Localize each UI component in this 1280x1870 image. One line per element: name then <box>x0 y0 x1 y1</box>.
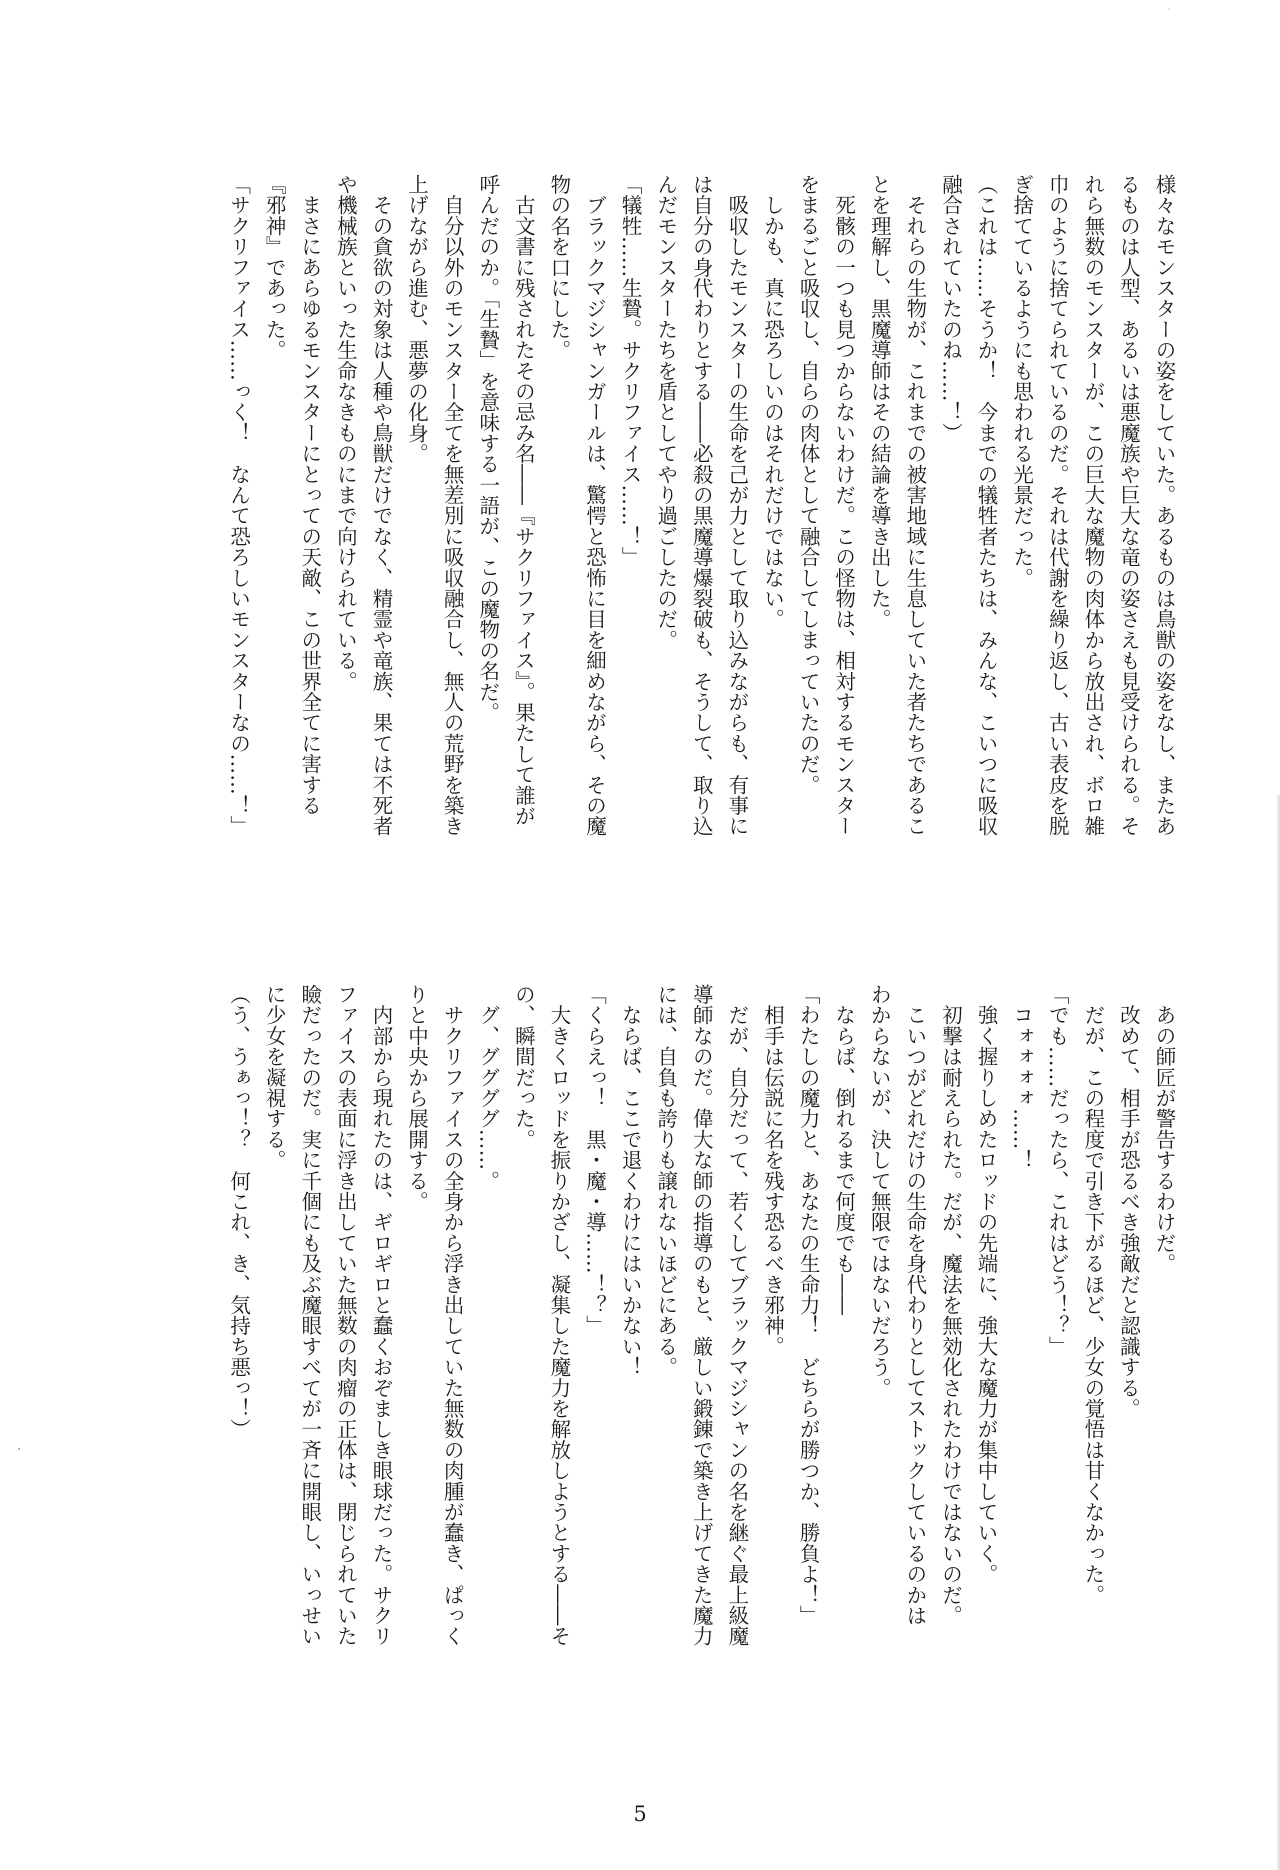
text-line: コォォォォ……！ <box>1009 984 1034 1171</box>
text-line: 吸収したモンスターの生命を己が力として取り込みながらも、有事に <box>724 174 749 837</box>
text-line: 古文書に残されたその忌み名――『サクリファイス』。果たして誰が <box>511 174 536 827</box>
text-line: 上げながら進む、悪夢の化身。 <box>404 174 429 464</box>
scan-speck <box>1168 8 1170 10</box>
text-line: グ、ググググ……。 <box>475 984 500 1191</box>
text-line: 巾のように捨てられているのだ。それは代謝を繰り返し、古い表皮を脱 <box>1045 174 1070 837</box>
text-line: だが、この程度で引き下がるほど、少女の覚悟は甘くなかった。 <box>1080 984 1105 1605</box>
text-line: るものは人型、あるいは悪魔族や巨大な竜の姿さえも見受けられる。そ <box>1116 174 1141 837</box>
text-line: 『邪神』であった。 <box>262 174 287 361</box>
text-line: 初撃は耐えられた。だが、魔法を無効化されたわけではないのだ。 <box>938 984 963 1626</box>
scan-speck <box>18 1448 20 1450</box>
text-line: 呼んだのか。「生贄」を意味する一語が、この魔物の名だ。 <box>475 174 500 723</box>
text-line: ブラックマジシャンガールは、驚愕と恐怖に目を細めながら、その魔 <box>582 174 607 837</box>
text-line: 「わたしの魔力と、あなたの生命力！ どちらが勝つか、勝負よ！」 <box>796 984 821 1626</box>
page-edge-shadow <box>1276 795 1280 1870</box>
text-block-bottom <box>78 984 1181 1704</box>
text-line: 「でも……だったら、これはどう！？」 <box>1045 984 1070 1357</box>
text-line: （これは……そうか！ 今までの犠牲者たちは、みんな、こいつに吸収 <box>974 174 999 837</box>
text-line: 瞼だったのだ。実に千個にも及ぶ魔眼すべてが一斉に開眼し、いっせい <box>297 984 322 1647</box>
text-line: 「くらえっ！ 黒・魔・導……！？」 <box>582 984 607 1336</box>
text-line: ならば、ここで退くわけにはいかない！ <box>618 984 643 1378</box>
text-line: をまるごと吸収し、自らの肉体として融合してしまっていたのだ。 <box>796 174 821 795</box>
text-line: しかも、真に恐ろしいのはそれだけではない。 <box>760 174 785 630</box>
text-line: わからないが、決して無限ではないだろう。 <box>867 984 892 1398</box>
text-line: ファイスの表面に浮き出していた無数の肉瘤の正体は、閉じられていた <box>333 984 358 1647</box>
text-line: こいつがどれだけの生命を身代わりとしてストックしているのかは <box>902 984 927 1626</box>
text-line: んだモンスターたちを盾としてやり過ごしたのだ。 <box>653 174 678 651</box>
text-block-top <box>78 174 1181 954</box>
text-line: 強く握りしめたロッドの先端に、強大な魔力が集中していく。 <box>974 984 999 1585</box>
text-line: 融合されていたのね……！） <box>938 174 963 444</box>
text-line: 物の名を口にした。 <box>546 174 571 361</box>
text-line: 「犠牲……生贄。サクリファイス……！」 <box>618 174 643 568</box>
text-line: ぎ捨てているようにも思われる光景だった。 <box>1009 174 1034 588</box>
text-line: 大きくロッドを振りかざし、凝集した魔力を解放しようとする――そ <box>546 984 571 1647</box>
text-line: とを理解し、黒魔導師はその結論を導き出した。 <box>867 174 892 630</box>
text-line: サクリファイスの全身から浮き出していた無数の肉腫が蠢き、ぱっく <box>440 984 465 1647</box>
text-line: は自分の身代わりとする――必殺の黒魔導爆裂破も、そうして、取り込 <box>689 174 714 837</box>
text-line: あの師匠が警告するわけだ。 <box>1152 984 1176 1274</box>
text-line: ならば、倒れるまで何度でも―― <box>831 984 856 1316</box>
text-line: 自分以外のモンスター全てを無差別に吸収融合し、無人の荒野を築き <box>440 174 465 837</box>
text-line: それらの生物が、これまでの被害地域に生息していた者たちであるこ <box>902 174 927 837</box>
text-line: だが、自分だって、若くしてブラックマジシャンの名を継ぐ最上級魔 <box>724 984 749 1647</box>
text-line: 改めて、相手が恐るべき強敵だと認識する。 <box>1116 984 1141 1419</box>
page-number: 5 <box>633 1802 647 1826</box>
text-line: の、瞬間だった。 <box>511 984 536 1150</box>
text-line: れら無数のモンスターが、この巨大な魔物の肉体から放出され、ボロ雑 <box>1080 174 1105 837</box>
text-line: 死骸の一つも見つからないわけだ。この怪物は、相対するモンスター <box>831 174 856 837</box>
text-line: その貪欲の対象は人種や鳥獣だけでなく、精霊や竜族、果ては不死者 <box>368 174 393 837</box>
text-line: 相手は伝説に名を残す恐るべき邪神。 <box>760 984 785 1357</box>
text-line: には、自負も誇りも譲れないほどにある。 <box>653 984 678 1378</box>
text-line: 導師なのだ。偉大な師の指導のもと、厳しい鍛錬で築き上げてきた魔力 <box>689 984 714 1647</box>
text-line: や機械族といった生命なきものにまで向けられている。 <box>333 174 358 692</box>
text-line: まさにあらゆるモンスターにとっての天敵、この世界全てに害する <box>297 174 322 816</box>
text-line: りと中央から展開する。 <box>404 984 429 1212</box>
text-line: 「サクリファイス……っく！ なんて恐ろしいモンスターなの……！」 <box>226 174 251 837</box>
text-line: （う、うぁっ！？ 何これ、き、気持ち悪っ！） <box>226 984 251 1440</box>
text-line: 内部から現れたのは、ギロギロと蠢くおぞましき眼球だった。サクリ <box>368 984 393 1647</box>
text-line: 様々なモンスターの姿をしていた。あるものは鳥獣の姿をなし、またあ <box>1152 174 1176 837</box>
text-line: に少女を凝視する。 <box>262 984 287 1171</box>
